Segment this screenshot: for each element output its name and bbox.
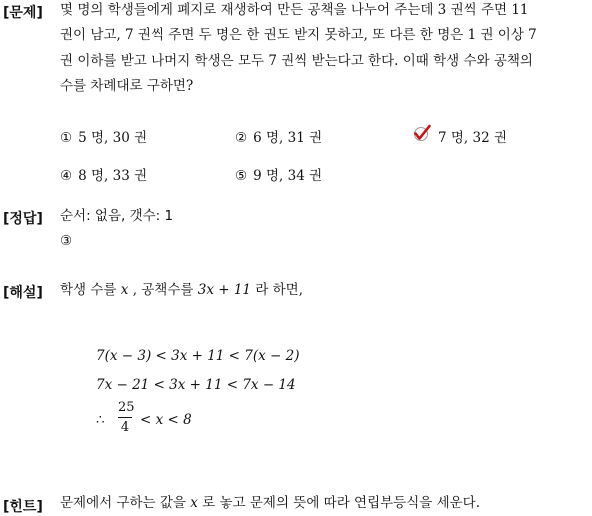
hint-text [60,497,480,511]
choice-2-number: ② [235,130,248,146]
fraction [118,400,135,435]
equation-1: 7(x − 3) < 3x + 11 < 7(x − 2) [96,348,300,364]
hint-text-a: 문제에서 구하는 값을 [60,495,186,511]
solution-intro-expr: 3x + 11 [197,282,252,298]
problem-line-1: 몇 명의 학생들에게 폐지로 재생하여 만든 공책을 나누어 주는데 3 권씩 주면 11 [60,2,529,18]
fraction-bar [118,417,132,418]
solution-intro-a: 학생 수를 [60,282,117,298]
answer-value: ③ [60,233,73,249]
therefore-symbol: ∴ [96,412,105,428]
equation-3-rest: < x < 8 [140,412,192,428]
solution-label: [해설] [3,285,43,301]
hint-var: x [190,495,198,511]
choice-4[interactable] [60,164,147,184]
problem-label: [문제] [3,5,43,21]
solution-intro-c: 라 하면, [255,282,304,298]
choice-1[interactable] [60,126,147,146]
equation-2: 7x − 21 < 3x + 11 < 7x − 14 [96,377,296,393]
choice-5-number: ⑤ [235,168,248,184]
choice-2-text: 6 명, 31 권 [253,130,323,146]
problem-line-3: 권 이하를 받고 나머지 학생은 모두 7 권씩 받는다고 한다. 이때 학생 수와 공책의 [60,53,533,69]
hint-label: [힌트] [3,499,43,515]
hint-text-b: 로 놓고 문제의 뜻에 따라 연립부등식을 세운다. [202,495,480,511]
choice-3[interactable] [438,126,507,146]
problem-line-2: 권이 남고, 7 권씩 주면 두 명은 한 권도 받지 못하고, 또 다른 한 명은 1 권 이상 7 [60,27,537,43]
problem-line-4: 수를 차례대로 구하면? [60,78,194,94]
solution-intro [60,284,303,298]
choice-5[interactable] [235,164,322,184]
choice-4-number: ④ [60,168,73,184]
choice-4-text: 8 명, 33 권 [78,168,148,184]
answer-label: [정답] [3,211,43,227]
choice-1-number: ① [60,130,73,146]
checkmark-icon [413,124,431,142]
fraction-denominator: 4 [120,420,130,435]
answer-meta: 순서: 없음, 갯수: 1 [60,208,174,224]
choice-1-text: 5 명, 30 권 [78,130,148,146]
solution-intro-b: , 공책수를 [132,282,194,298]
choice-5-text: 9 명, 34 권 [253,168,323,184]
choice-3-text: 7 명, 32 권 [438,130,508,146]
fraction-numerator: 25 [118,400,135,415]
choice-2[interactable] [235,126,322,146]
solution-intro-var: x [120,282,129,298]
